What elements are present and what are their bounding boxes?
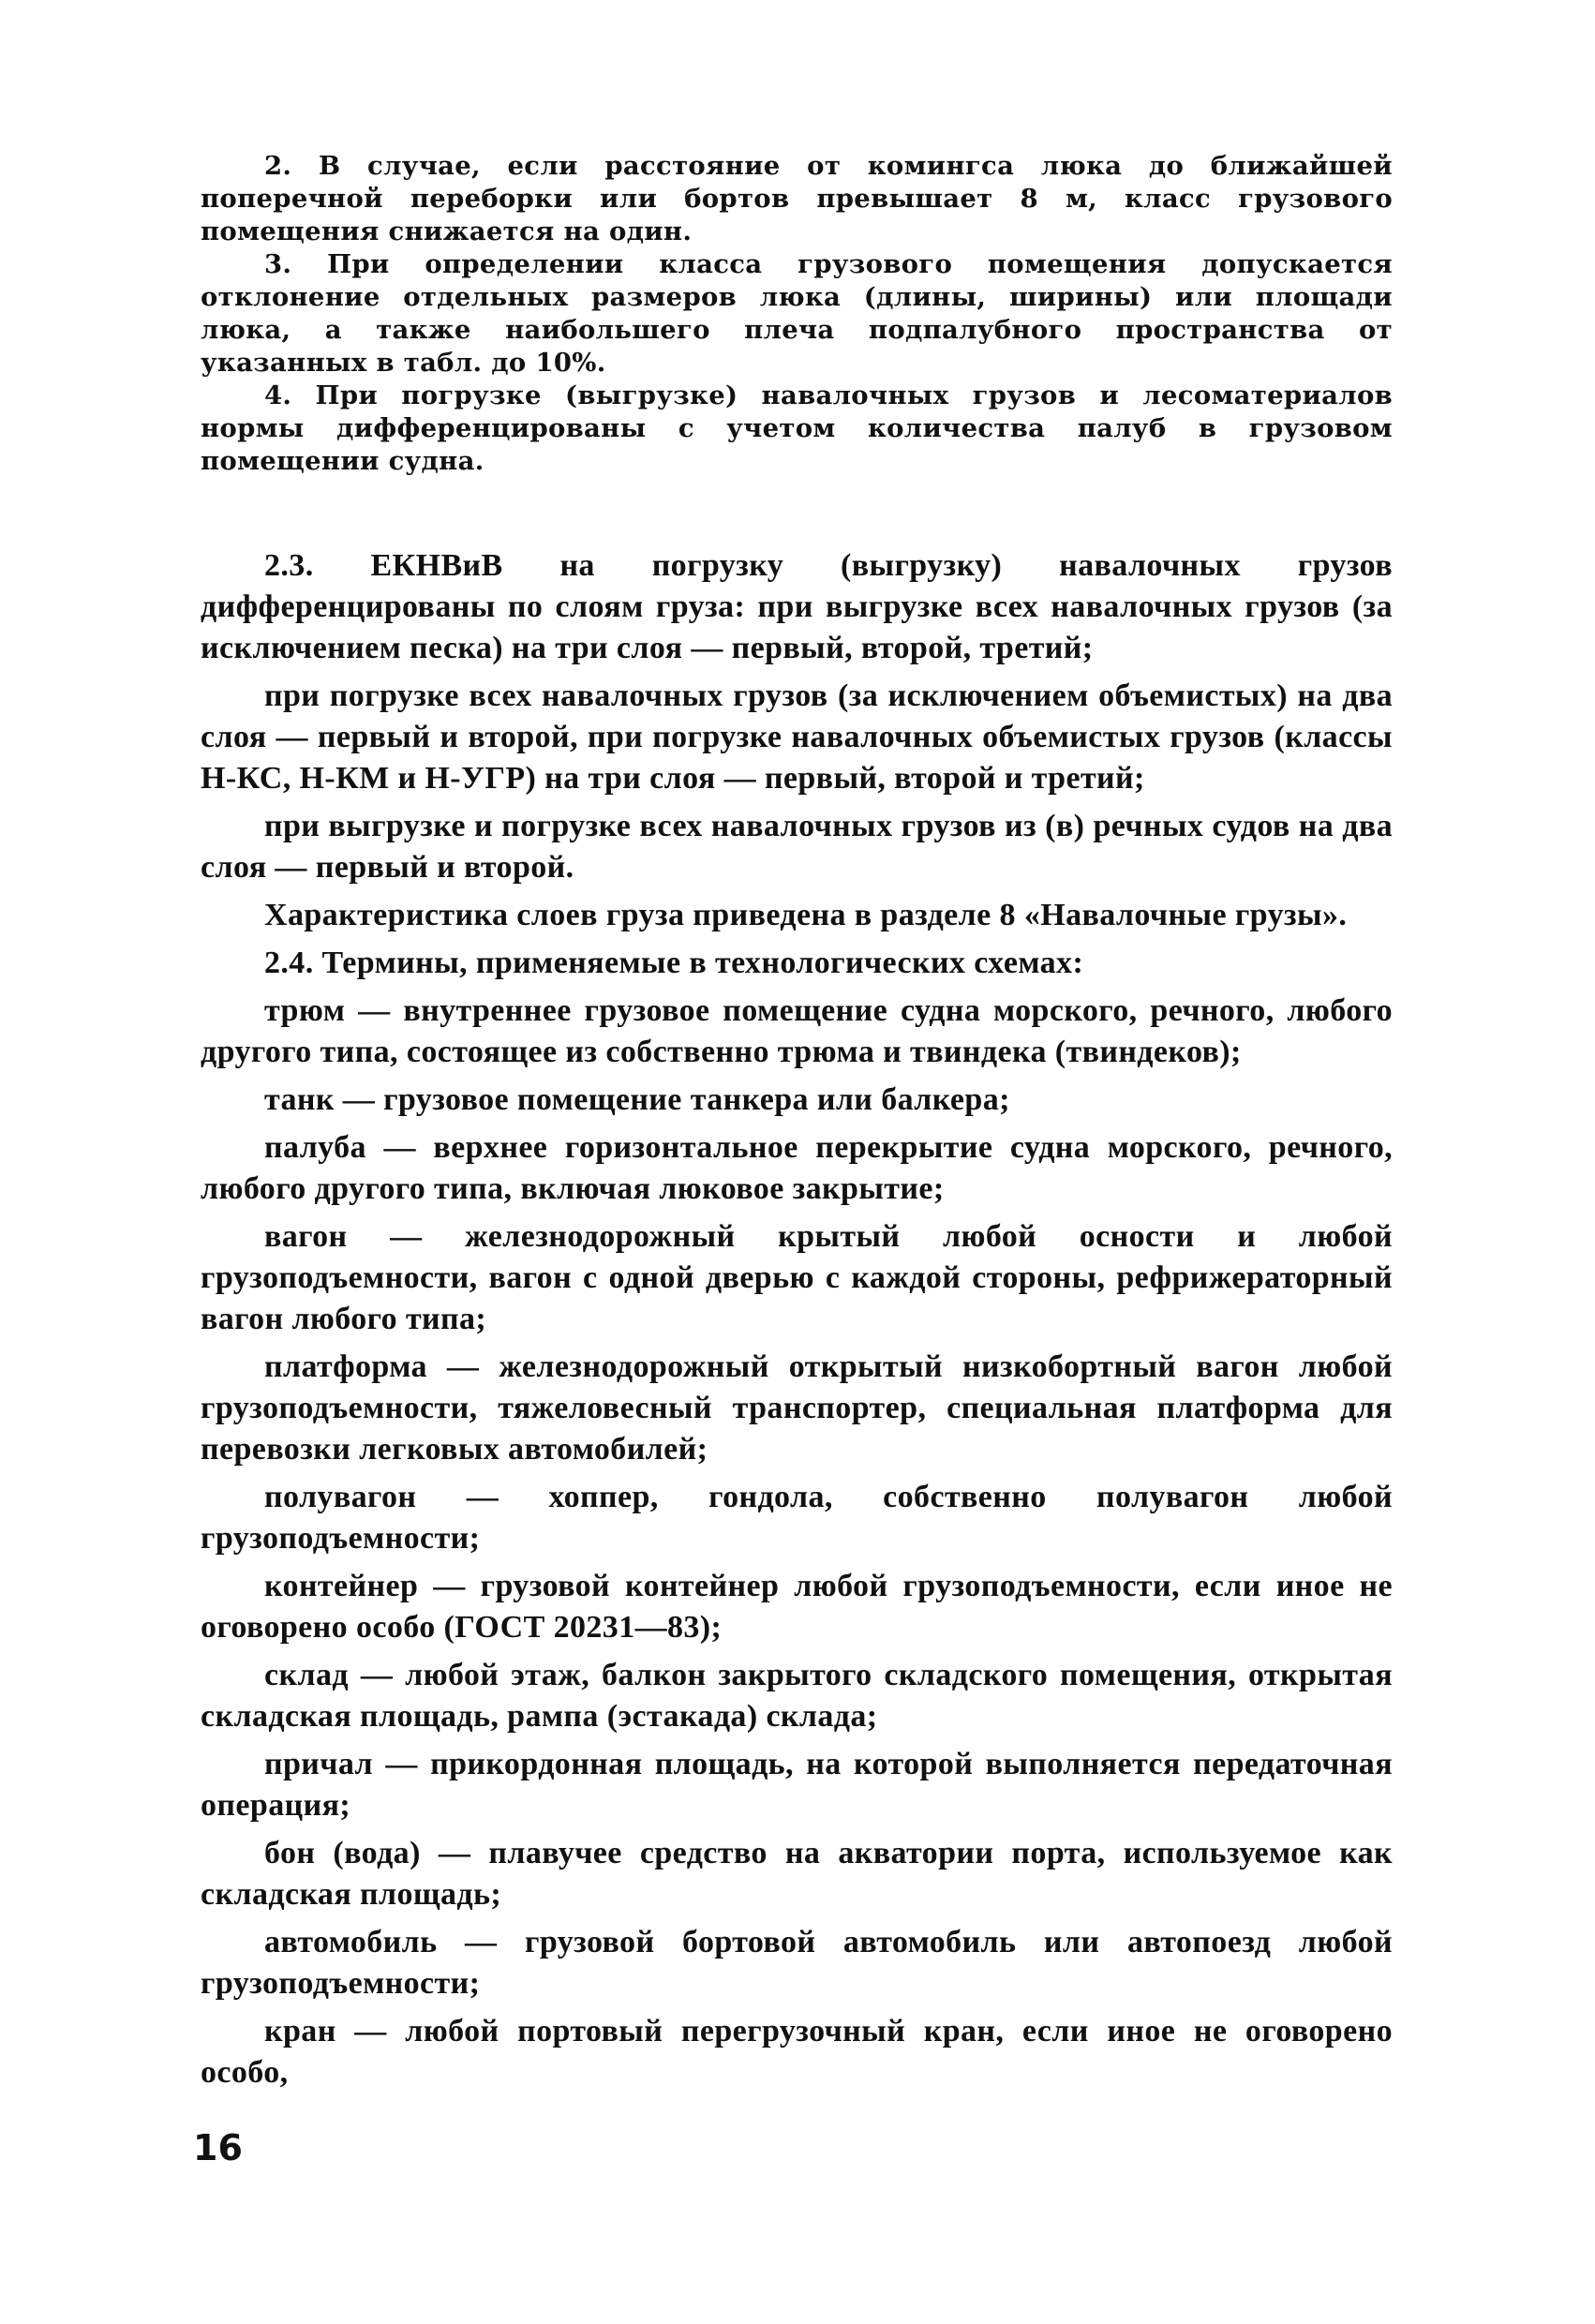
table-notes <box>201 150 1393 478</box>
section-2-3-paragraph: Характеристика слоев груза приведена в разделе 8 «Навалочные грузы». <box>264 898 1348 932</box>
term-definition: палуба — верхнее горизонтальное перекрытие судна морского, речного, любого другого типа, включая люковое закрытие; <box>201 1130 1393 1206</box>
term-definition: танк — грузовое помещение танкера или балкера; <box>264 1082 1010 1117</box>
term-definition: склад — любой этаж, балкон закрытого складского помещения, открытая складская площадь, рампа (эстакада) склада; <box>201 1658 1393 1734</box>
term-definition: кран — любой портовый перегрузочный кран, если иное не оговорено особо, <box>201 2014 1393 2090</box>
note-paragraph: 2. В случае, если расстояние от комингса люка до ближайшей поперечной переборки или бортов превышает 8 м, класс грузового помещения снижается на один. <box>201 151 1393 246</box>
page-number: 16 <box>193 2127 243 2168</box>
term-definition: вагон — железнодорожный крытый любой осности и любой грузоподъемности, вагон с одной дверью с каждой стороны, рефрижераторный вагон любого типа; <box>201 1219 1393 1336</box>
term-definition: контейнер — грузовой контейнер любой грузоподъемности, если иное не оговорено особо (ГОСТ 20231—83); <box>201 1569 1393 1645</box>
section-2-3-paragraph: 2.3. ЕКНВиВ на погрузку (выгрузку) навалочных грузов дифференцированы по слоям груза: при выгрузке всех навалочных грузов (за исключением песка) на три слоя — первый, второй, третий; <box>201 548 1393 665</box>
term-definition: бон (вода) — плавучее средство на акватории порта, используемое как складская площадь; <box>201 1836 1393 1912</box>
section-2-3-paragraph: при выгрузке и погрузке всех навалочных грузов из (в) речных судов на два слоя — первый и второй. <box>201 809 1393 885</box>
term-definition: платформа — железнодорожный открытый низкобортный вагон любой грузоподъемности, тяжеловесный транспортер, специальная платформа для перевозки легковых автомобилей; <box>201 1349 1393 1467</box>
note-paragraph: 4. При погрузке (выгрузке) навалочных грузов и лесоматериалов нормы дифференцированы с учетом количества палуб в грузовом помещении судна. <box>201 380 1393 476</box>
note-paragraph: 3. При определении класса грузового помещения допускается отклонение отдельных размеров люка (длины, ширины) или площади люка, а также наибольшего плеча подпалубного пространства от указанных в табл. до 10%. <box>201 249 1393 378</box>
term-definition: трюм — внутреннее грузовое помещение судна морского, речного, любого другого типа, состоящее из собственно трюма и твиндека (твиндеков); <box>201 993 1393 1069</box>
term-definition: полувагон — хоппер, гондола, собственно полувагон любой грузоподъемности; <box>201 1480 1393 1556</box>
main-text <box>201 545 1393 2100</box>
section-2-3-paragraph: при погрузке всех навалочных грузов (за исключением объемистых) на два слоя — первый и второй, при погрузке навалочных объемистых грузов (классы Н-КС, Н-КМ и Н-УГР) на три слоя — первый, второй и третий; <box>201 678 1393 796</box>
term-definition: причал — прикордонная площадь, на которой выполняется передаточная операция; <box>201 1747 1393 1823</box>
term-definition: автомобиль — грузовой бортовой автомобиль или автопоезд любой грузоподъемности; <box>201 1925 1393 2001</box>
section-2-4-heading: 2.4. Термины, применяемые в технологических схемах: <box>264 946 1084 980</box>
